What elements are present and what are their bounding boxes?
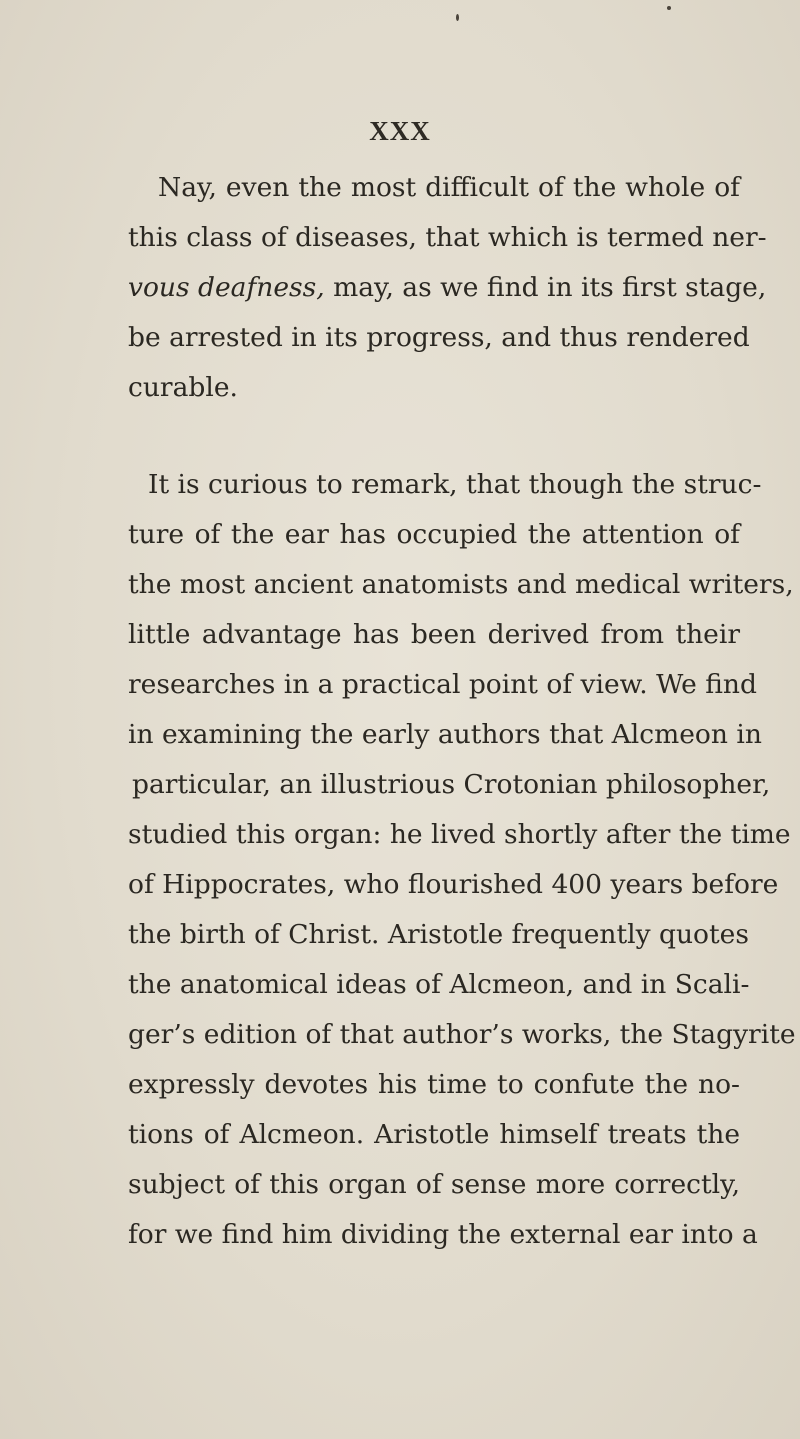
text-line: researches in a practical point of view. We find bbox=[128, 669, 757, 700]
page-number: XXX bbox=[369, 116, 431, 146]
text-line: subject of this organ of sense more correctly, bbox=[128, 1169, 740, 1200]
text-line: for we find him dividing the external ear into a bbox=[128, 1219, 758, 1250]
text-line: the birth of Christ. Aristotle frequently quotes bbox=[128, 919, 749, 950]
text-line: the anatomical ideas of Alcmeon, and in Scali- bbox=[128, 969, 750, 1000]
text-line: tions of Alcmeon. Aristotle himself treats the bbox=[128, 1119, 740, 1150]
text-line: ture of the ear has occupied the attention of bbox=[128, 519, 740, 550]
text-line: studied this organ: he lived shortly after the time bbox=[128, 819, 791, 850]
text-line: curable. bbox=[128, 372, 238, 403]
text-line: this class of diseases, that which is termed ner- bbox=[128, 222, 767, 253]
text-line: in examining the early authors that Alcmeon in bbox=[128, 719, 762, 750]
text-line: ger’s edition of that author’s works, the Stagyrite bbox=[128, 1019, 796, 1050]
text-line: Nay, even the most difficult of the whole of bbox=[158, 172, 740, 203]
text-line: It is curious to remark, that though the struc- bbox=[148, 469, 762, 500]
text-line: vous deafness, may, as we find in its first stage, bbox=[128, 272, 767, 303]
text-line: expressly devotes his time to confute the no- bbox=[128, 1069, 740, 1100]
text-line: the most ancient anatomists and medical writers, bbox=[128, 569, 794, 600]
text-line: particular, an illustrious Crotonian philosopher, bbox=[132, 769, 771, 800]
scan-speck bbox=[456, 14, 459, 21]
text-line: little advantage has been derived from their bbox=[128, 619, 740, 650]
text-line: of Hippocrates, who flourished 400 years before bbox=[128, 869, 779, 900]
scan-speck bbox=[667, 6, 671, 10]
text-line: be arrested in its progress, and thus rendered bbox=[128, 322, 750, 353]
